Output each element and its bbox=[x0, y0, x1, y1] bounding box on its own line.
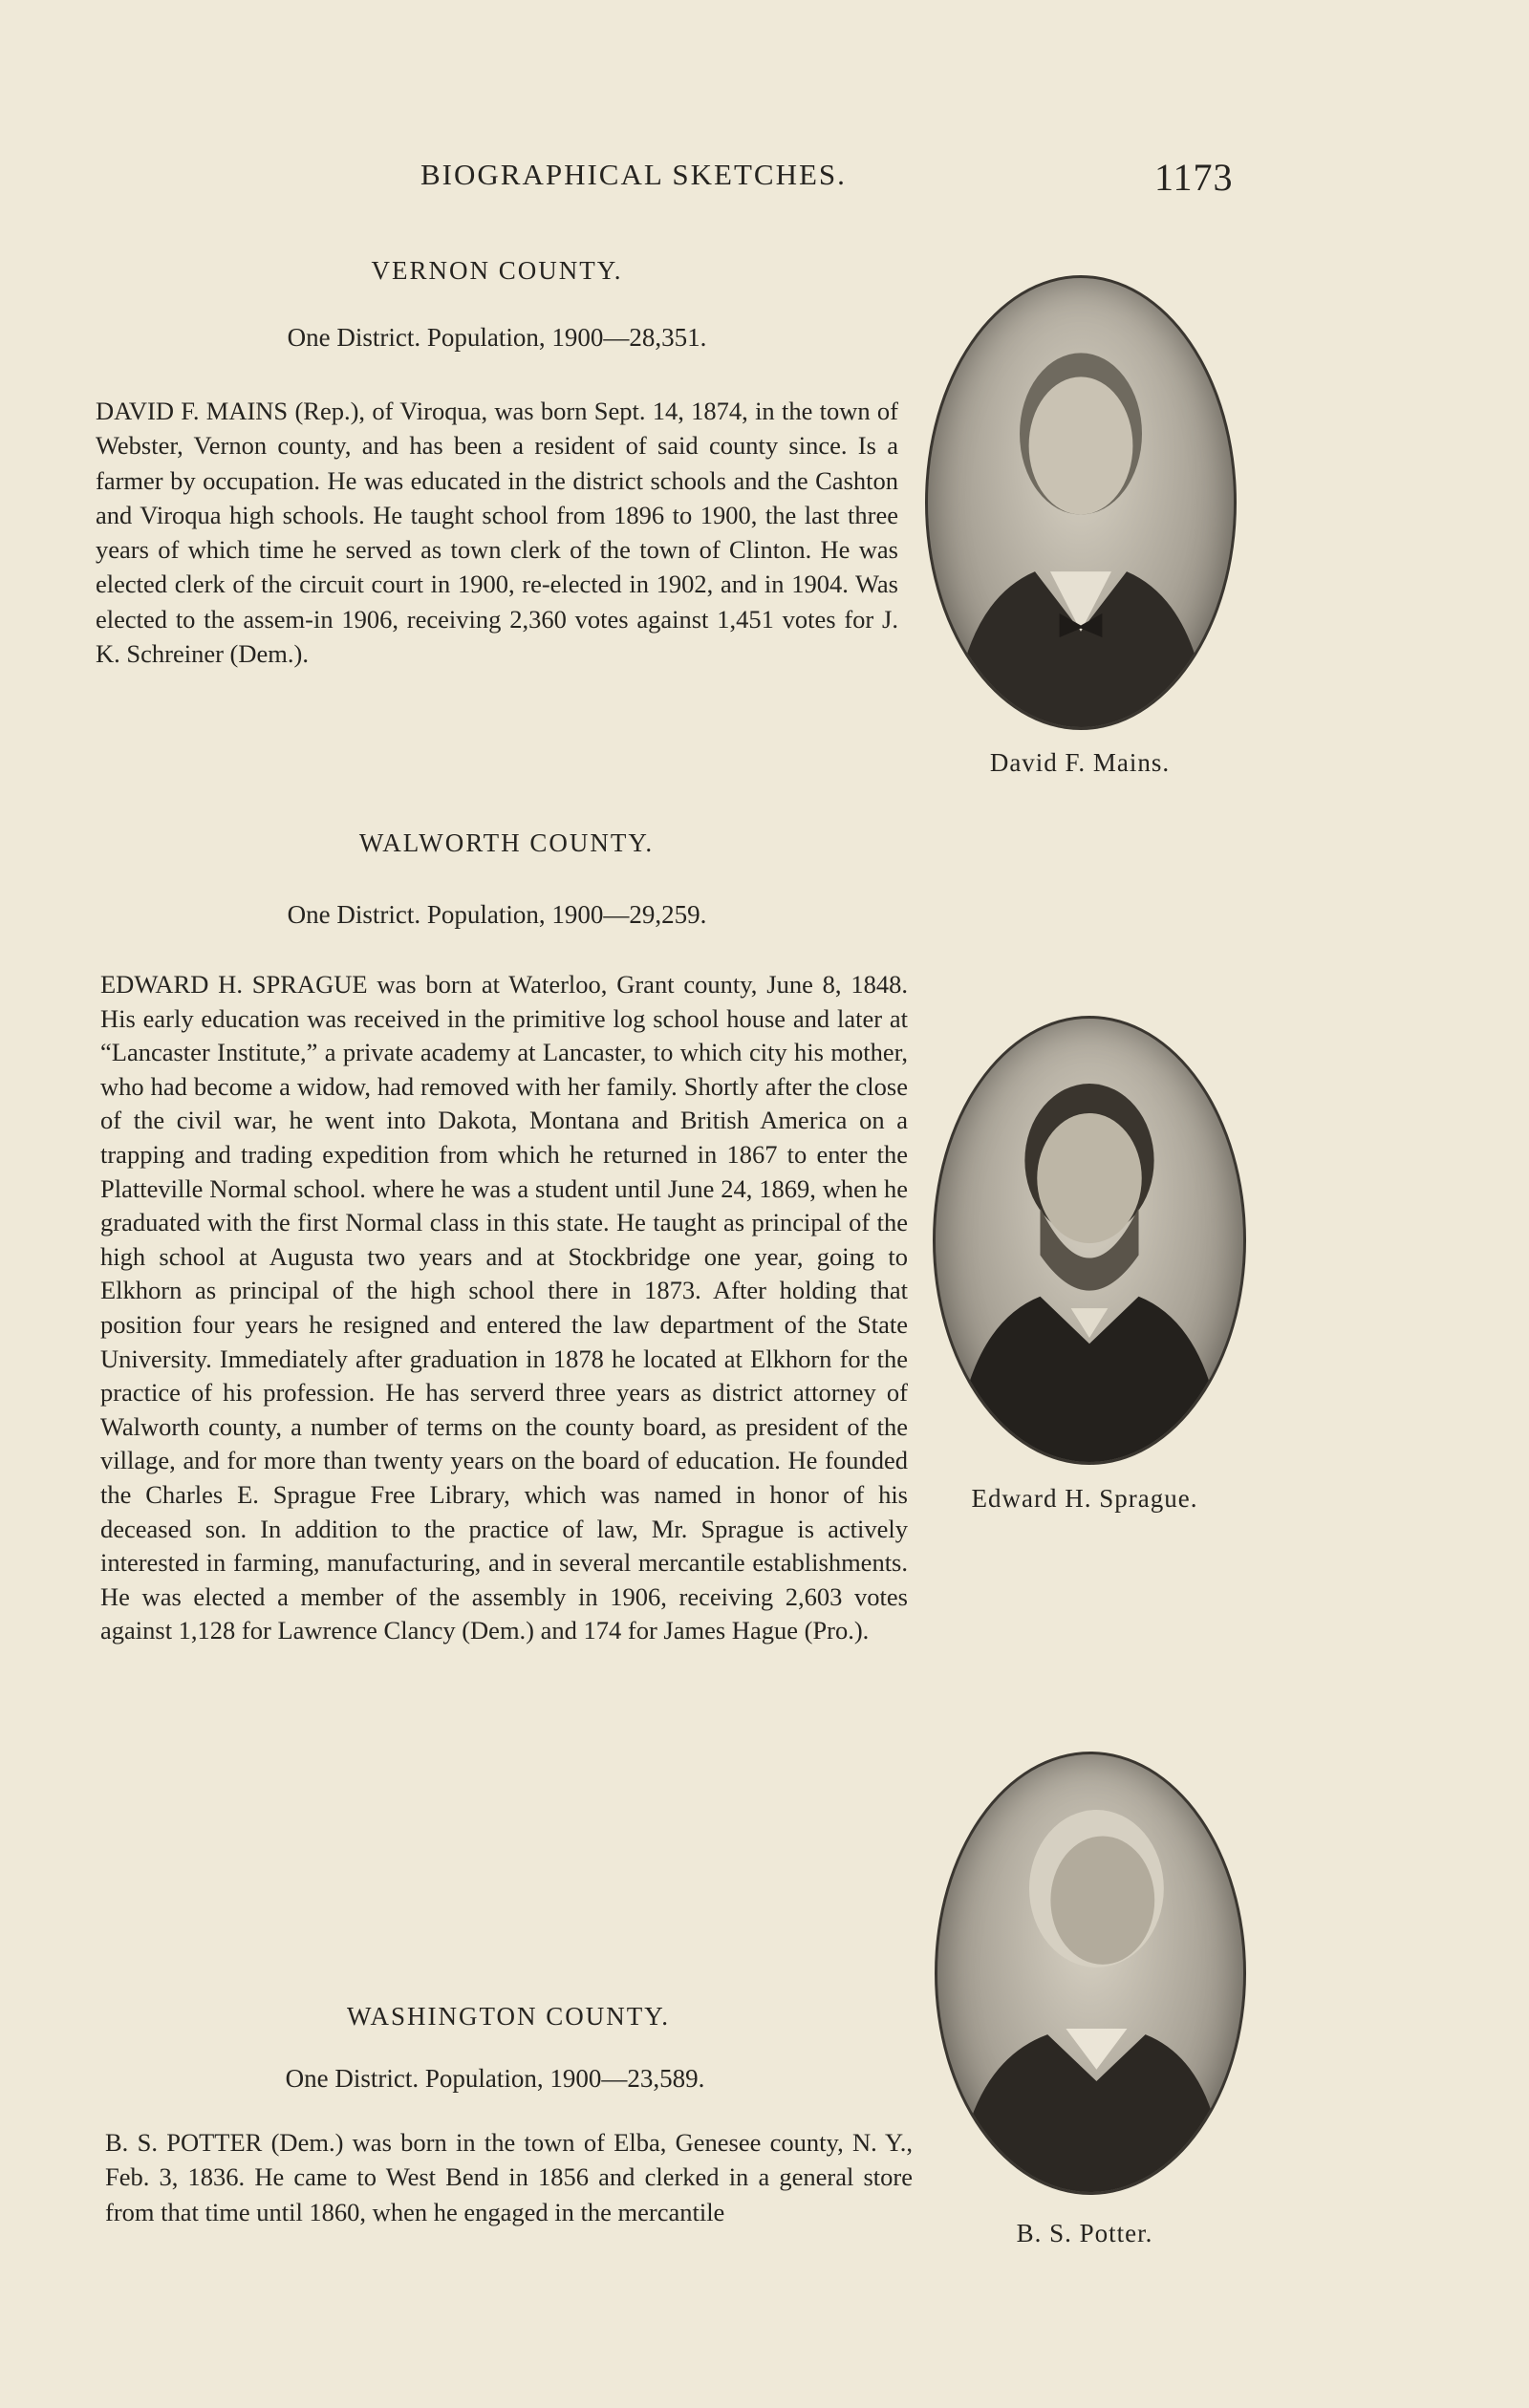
caption-david-f-mains: David F. Mains. bbox=[989, 748, 1171, 777]
bio-edward-h-sprague: EDWARD H. SPRAGUE was born at Waterloo, Grant county, June 8, 1848. His early education was received in the primitive log school house and later at “Lancaster Institute,” a private academy at Lancaster, to which city his mother, who had become a widow, had removed with her family. Shortly after the close of the civil war, he went into Dakota, Montana and British America on a trapping and trading expedition from which he returned in 1867 to enter the Platteville Normal school. where he was a student until June 24, 1869, when he graduated with the first Normal class in this state. He taught as principal of the high school at Augusta two years and at Stockbridge one year, going to Elkhorn as principal of the high school there in 1873. After holding that position four years he resigned and entered the law department of the State University. Immediately after graduation in 1878 he located at Elkhorn for the practice of his profession. He has serverd three years as district attorney of Walworth county, a number of terms on the county board, as president of the village, and for more than twenty years on the board of education. He founded the Charles E. Sprague Free Library, which was named in honor of his deceased son. In addition to the practice of law, Mr. Sprague is actively interested in farming, manufacturing, and in several mercantile establishments. He was elected a member of the assembly in 1906, receiving 2,603 votes against 1,128 for Lawrence Clancy (Dem.) and 174 for James Hague (Pro.). bbox=[100, 970, 908, 1645]
county-title-vernon: VERNON COUNTY. bbox=[371, 256, 623, 285]
portrait-figure-icon bbox=[937, 1754, 1243, 2192]
county-title-walworth: WALWORTH COUNTY. bbox=[358, 828, 655, 857]
district-line-washington: One District. Population, 1900—23,589. bbox=[285, 2064, 705, 2093]
portrait-david-f-mains bbox=[925, 275, 1237, 730]
portrait-figure-icon bbox=[928, 278, 1234, 727]
page-number: 1173 bbox=[1154, 156, 1234, 199]
district-line-walworth: One District. Population, 1900—29,259. bbox=[287, 900, 707, 929]
county-title-washington: WASHINGTON COUNTY. bbox=[346, 2002, 670, 2031]
bio-b-s-potter: B. S. POTTER (Dem.) was born in the town of Elba, Genesee county, N. Y., Feb. 3, 1836. He came to West Bend in 1856 and clerked in a general store from that time until 1860, when he engaged in the mercantile bbox=[105, 2128, 913, 2226]
portrait-b-s-potter bbox=[935, 1752, 1246, 2195]
portrait-edward-h-sprague bbox=[933, 1016, 1246, 1465]
running-head: BIOGRAPHICAL SKETCHES. bbox=[420, 158, 847, 191]
portrait-figure-icon bbox=[936, 1019, 1243, 1462]
caption-edward-h-sprague: Edward H. Sprague. bbox=[971, 1484, 1198, 1513]
bio-david-f-mains: DAVID F. MAINS (Rep.), of Viroqua, was born Sept. 14, 1874, in the town of Webster, Vernon county, and has been a resident of said county since. Is a farmer by occupation. He was educated in the district schools and the Cashton and Viroqua high schools. He taught school from 1896 to 1900, the last three years of which time he served as town clerk of the town of Clinton. He was elected clerk of the circuit court in 1900, re-elected in 1902, and in 1904. Was elected to the assem-in 1906, receiving 2,360 votes against 1,451 votes for J. K. Schreiner (Dem.). bbox=[96, 397, 898, 669]
caption-b-s-potter: B. S. Potter. bbox=[1016, 2219, 1153, 2247]
district-line-vernon: One District. Population, 1900—28,351. bbox=[287, 323, 707, 352]
